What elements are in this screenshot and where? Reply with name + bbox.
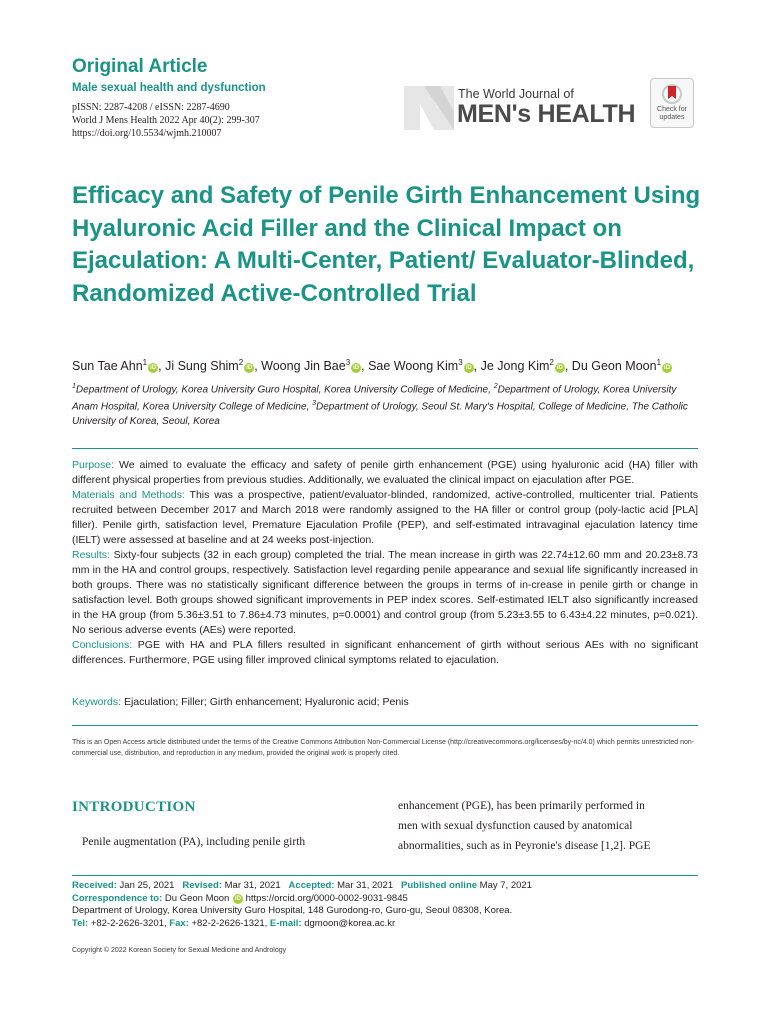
affiliation-text: Department of Urology, Korea University Anam Hospital, Korea University College of Medicine, (72, 384, 677, 413)
author-separator: , (158, 359, 166, 374)
keywords-label: Keywords: (72, 696, 122, 708)
abstract-section-label: Results: (72, 549, 110, 561)
abstract-section-text: Sixty-four subjects (32 in each group) completed the trial. The mean increase in girth was 22.74±12.60 mm and 20.23±8.73 mm in the HA and control groups, respectively. Satisfaction level regarding penile appearance and sexual life significantly increased in both groups. There was no statistically significant difference between the groups in terms of in-crease in penile girth or change in satisfaction level. Both groups showed significant improvements in PEP index scores. Self-estimated IELT also significantly increased in the HA group (from 5.36±3.51 to 7.86±4.73 minutes, p=0.0001) and control group (from 5.23±3.55 to 6.43±4.22 minutes, p=0.021). No serious adverse events (AEs) were reported. (72, 549, 698, 636)
abstract-section-label: Purpose: (72, 459, 115, 471)
accepted-date: Mar 31, 2021 (334, 880, 394, 891)
affiliation-mark: 2 (493, 383, 498, 390)
divider-bottom (72, 725, 698, 726)
divider-top (72, 448, 698, 449)
article-type: Original Article (72, 56, 208, 77)
journal-name-small: The World Journal of (458, 87, 574, 101)
author-affiliation-mark: 2 (238, 358, 244, 367)
revised-date: Mar 31, 2021 (222, 880, 281, 891)
revised-label: Revised: (182, 880, 222, 891)
orcid-icon[interactable]: iD (465, 365, 472, 372)
author (368, 359, 481, 373)
abstract (72, 458, 698, 668)
keywords (72, 696, 698, 708)
fax-label: Fax: (169, 917, 189, 929)
author-name: Ji Sung Shim (165, 359, 239, 374)
abstract-section-text: We aimed to evaluate the efficacy and safety of penile girth enhancement (PGE) using hyaluronic acid (HA) filler with different physical properties from previous studies. Additionally, we evaluated the clinical impact on ejaculation after PGE. (72, 459, 698, 486)
correspondence-label: Correspondence to: (72, 892, 163, 904)
keywords-text: Ejaculation; Filler; Girth enhancement; Hyaluronic acid; Penis (121, 696, 409, 708)
published-label: Published online (401, 880, 478, 891)
orcid-link[interactable]: https://orcid.org/0000-0002-9031-9845 (245, 892, 408, 904)
bookmark-icon (662, 83, 682, 105)
badge-line-1: Check for (657, 106, 687, 113)
citation: World J Mens Health 2022 Apr 40(2): 299-307 (72, 115, 260, 126)
author-name: Sae Woong Kim (368, 359, 459, 374)
check-for-updates-badge[interactable] (650, 78, 694, 128)
divider-footnote (72, 875, 698, 876)
abstract-section-label: Materials and Methods: (72, 489, 185, 501)
journal-name: MEN's HEALTH (457, 100, 636, 128)
author-separator: , (564, 359, 572, 374)
author (165, 359, 261, 373)
author-name: Du Geon Moon (571, 359, 657, 374)
email-link[interactable]: dgmoon@korea.ac.kr (301, 917, 396, 929)
intro-line: enhancement (PGE), has been primarily performed in (398, 800, 645, 812)
abstract-section-text: This was a prospective, patient/evaluator-blinded, randomized, active-controlled, multicenter trial. Patients recruited between December 2017 and March 2018 were randomly assigned to the HA filler or control group (poly-lactic acid [PLA] filler). Penile girth, satisfaction level, Premature Ejaculation Profile (PEP), and self-estimated intravaginal ejaculation latency time (IELT) were assessed at baseline and at 24 weeks post-injection. (72, 489, 699, 546)
orcid-icon[interactable]: iD (246, 365, 253, 372)
license-text: This is an Open Access article distributed under the terms of the Creative Commons Attribution Non-Commercial License (http://creativecommons.org/licenses/by-nc/4.0) which permits unrestricted non-commercial use, distribution, and reproduction in any medium, provided the original work is properly cited. (72, 739, 695, 757)
abstract-section-text: PGE with HA and PLA fillers resulted in significant enhancement of girth without serious AEs with no significant differences. Furthermore, PGE using filler improved clinical symptoms related to ejaculation. (72, 639, 698, 666)
affiliation-mark: 3 (312, 400, 317, 408)
author (481, 359, 572, 373)
author-affiliation-mark: 3 (345, 358, 351, 367)
intro-line: men with sexual dysfunction caused by anatomical (398, 820, 633, 832)
orcid-icon[interactable]: iD (664, 365, 671, 372)
author-name: Woong Jin Bae (261, 359, 346, 374)
abstract-section (72, 548, 698, 638)
abstract-section (72, 458, 698, 488)
affiliations (72, 380, 698, 429)
intro-line: abnormalities, such as in Peyronie's disease [1,2]. PGE (398, 840, 651, 852)
received-label: Received: (72, 880, 117, 891)
doi-link[interactable]: https://doi.org/10.5534/wjmh.210007 (72, 128, 222, 139)
article-meta (72, 101, 260, 140)
author-affiliation-mark: 3 (458, 358, 463, 367)
author-separator: , (254, 359, 262, 374)
author-list (72, 358, 712, 373)
accepted-label: Accepted: (288, 880, 335, 891)
author-affiliation-mark: 1 (656, 358, 662, 367)
received-date: Jan 25, 2021 (116, 880, 175, 891)
orcid-icon[interactable]: iD (150, 365, 157, 372)
issn: pISSN: 2287-4208 / eISSN: 2287-4690 (72, 102, 230, 113)
correspondence-block (72, 880, 698, 930)
correspondence-row (72, 893, 698, 906)
correspondence-name: Du Geon Moon (162, 892, 232, 904)
author-separator: , (473, 359, 481, 374)
badge-line-2: updates (659, 114, 685, 121)
tel-value: +82-2-2626-3201, (88, 917, 170, 929)
author (261, 359, 368, 373)
affiliation-text: Department of Urology, Seoul St. Mary's Hospital, College of Medicine, The Catholic University of Korea, Seoul, Korea (72, 401, 688, 427)
published-date: May 7, 2021 (477, 880, 532, 891)
contact-row (72, 918, 698, 931)
orcid-icon[interactable]: iD (234, 895, 241, 902)
copyright: Copyright © 2022 Korean Society for Sexual Medicine and Andrology (72, 947, 287, 954)
author-separator: , (361, 359, 369, 374)
fax-value: +82-2-2626-1321, (188, 917, 270, 929)
article-category: Male sexual health and dysfunction (72, 82, 266, 94)
email-label: E-mail: (269, 917, 302, 929)
author (72, 359, 165, 373)
affiliation-text: Department of Urology, Korea University Guro Hospital, Korea University College of Medicine, (75, 384, 494, 396)
author-name: Je Jong Kim (480, 359, 550, 374)
intro-paragraph-left: Penile augmentation (PA), including penile girth (82, 836, 306, 848)
article-title: Efficacy and Safety of Penile Girth Enhancement Using Hyaluronic Acid Filler and the Clinical Impact on Ejaculation: A Multi-Center, Patient/ Evaluator-Blinded, Randomized Active-Controlled Trial (72, 182, 701, 307)
intro-paragraph-right (398, 796, 698, 856)
author-affiliation-mark: 1 (142, 358, 148, 367)
section-heading-introduction: INTRODUCTION (72, 799, 196, 815)
author (572, 359, 672, 373)
address-row: Department of Urology, Korea University Guro Hospital, 148 Gurodong-ro, Guro-gu, Seoul 08308, Korea. (72, 905, 513, 916)
dates-row (72, 880, 698, 893)
author-name: Sun Tae Ahn (72, 359, 143, 374)
abstract-section-label: Conclusions: (72, 639, 133, 651)
affiliation-mark: 1 (72, 383, 76, 390)
orcid-icon[interactable]: iD (353, 365, 360, 372)
abstract-section (72, 488, 698, 548)
orcid-icon[interactable]: iD (556, 365, 563, 372)
tel-label: Tel: (72, 917, 89, 929)
author-affiliation-mark: 2 (549, 358, 554, 367)
abstract-section (72, 638, 698, 668)
